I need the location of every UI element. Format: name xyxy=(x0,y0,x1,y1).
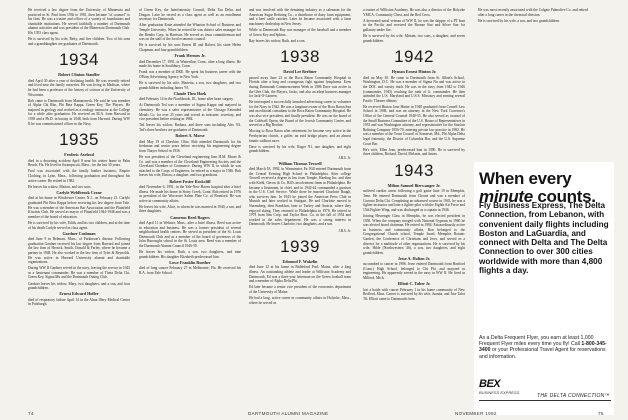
obituary-paragraph: Bob came to Dartmouth from Mamaroneck. He said he was member of Alpha Chi Rho, Phi Beta Kappa, Green Key, The Players. He majored in geology and worked as a zoology instructor at the College for a while after graduation. He received an M.A. from Harvard in 1939 and a Ph.D. in botany in 1948, both from Harvard. During WW II he was commissioned officer in the Navy. xyxy=(28,98,130,126)
obituary-paragraph: He received a law degree from the University of Minnesota and practiced in St. Paul from 1936 to 1981, then became "of counsel" to his firm. He was a trustee and officer of a variety of foundations and charitable institutions. He served faithfully a number of Dartmouth alumni activities and was president of the Minnesota Dartmouth Club. His 1953 class agent. xyxy=(28,8,130,35)
obituary-name: Ernest Edward Hoffer xyxy=(59,291,99,297)
obituary-paragraph: He is survived by his wife, Miriam, two sons, a daughter, and seven grandchildren. xyxy=(363,34,465,43)
obituary-name: Elliott C. Tuber Jr. xyxy=(397,281,431,287)
ad-headline-part: When every xyxy=(479,169,572,188)
obituary-paragraph: He is survived by his wife, Edith, and his two children, and at the time of his death Carlyle served as class agent. xyxy=(28,220,130,230)
obituary-paragraph: He leaves his widow, Ruth, a son, two daughters, and nine grandchildren. His daughter Elizabeth predeceased him. xyxy=(139,250,241,259)
obituary-column-4 xyxy=(363,8,465,303)
obituary-paragraph: He leaves his wife, Alice, to whom he was married in 1940, a son, and three daughters. xyxy=(139,204,241,214)
class-year-heading: 1943 xyxy=(394,161,434,181)
obituary-name: Cameron Reed Rogers xyxy=(170,214,210,220)
obituary-paragraph: lost a battle with cancer February 1 in his home community of New Bedford, Mass. Cancer is survived by his wife, Juanita, and Jose Talor '36. Elliott came to Dartmouth from xyxy=(363,287,465,301)
obituary-paragraph: died May 19 of Cheshire, Ohio. Bob attended Dartmouth for his freshman and senior years before receiving his engineering degree from Thayer School in 1936. xyxy=(139,139,241,153)
obituary-paragraph: Fred was associated with the family leather business, Empire Clothing, in Lynn, Mass., following graduation and throughout his active career. He retired in 1982. xyxy=(28,169,130,183)
obituary-name: Robert Clinton Stauffer xyxy=(58,72,100,78)
magazine-title-footer: DARTMOUTH ALUMNI MAGAZINE xyxy=(248,411,329,416)
obituary-paragraph: died February 14 in the Northbrook, Ill., home after heart surgery. xyxy=(139,97,234,102)
obituary-name: Gardner Cushman xyxy=(62,230,96,236)
obituary-paragraph: He received Hinton Jone Hinter in 1948 graduated from Cornell Law School in 1948, and was an attorney in the New York Governor's Office of the General Counsel 1948-55. He also served as counsel of the Small Business Committee of the U.S. House of Representatives in 1953 and was Washington attorney, and representative for the Sinclair Refining Company 1956-70, entering private law practice in 1982. He was a member of the Town Council of Somerset, Md., Phi Alpha Delta legal fraternity, the District of Columbia Bar, and the U.S. Supreme Court Bar. xyxy=(363,104,466,146)
bex-logo-block xyxy=(479,378,611,412)
obituary-name: David Lee Berliner xyxy=(283,69,317,75)
ad-headline-italic: minute xyxy=(479,187,533,206)
obituary-paragraph: He is survived by his wife, a son, and two grandchildren. xyxy=(478,18,560,23)
obituary-paragraph: died on May 30. He came to Dartmouth from St. Alban's School, Washington, D.C. He was a member of Sigma Nu and was active in the DOC and varsity track. He was in the navy from 1942 to 1946 (commander, 1945) reaching the rank of lt. commander. He then attended the U.S. Maryland and U.S.S. Missoury and earning several Pacific Theater ribbons. xyxy=(363,75,465,103)
class-year-heading: 1938 xyxy=(280,47,320,67)
obituary-paragraph: died of lung cancer February 27 in Melbourne, Fla. He received his B.A. from Yale School. xyxy=(139,266,241,275)
delta-connection-advertisement xyxy=(474,162,614,415)
obituary-paragraph: Joining Hessenger Class in Memphis, he was elected president in 1950. When the company merged with National Gypsum in 1960 he was elected board chairman. He retired in 1984. Extraordinarily active in business and community affairs, Bon belonged to the Congregational Church school, Temple Israel, Memphis Botanic Garden, the Conference of Christians and Jews, and served as a director for a multitude of other organizations. He is survived by his wife, Hilde (Northwestern '46), a son, two daughters, and eight grandchildren. xyxy=(363,213,465,255)
obituary-paragraph: died April 30 after a year of declining health. He was recently retired and lived near the family nurseries. He was living in Madison, where he had been a professor of the history of science at the University of Wisconsin. xyxy=(28,78,130,97)
obituary-paragraph: While at Dartmouth Ray was manager of the baseball and a member of Green Key and Sphinx. xyxy=(249,27,351,37)
obituary-signature: J.B.S. Jr. xyxy=(338,155,351,160)
class-year-heading: 1934 xyxy=(59,50,99,70)
obituary-paragraph: and was involved with the demining industry as a salesman for the American Sugar Refining Co., a distributor of dairy farm equipment, and a beef cattle rancher. Later he became associated with a farm machinery dealership in New Jersey. xyxy=(249,8,351,26)
obituary-paragraph: Ray leaves his widow, Ruth, and a son. xyxy=(249,38,306,43)
obituary-paragraph: He is survived by his wife, Marietta, a son, two daughters, and two grandchildren including James '91. xyxy=(139,81,241,90)
obituary-paragraph: Gardner leaves his widow, Mary, two daughters, and a son, and four grandchildren. xyxy=(28,281,130,291)
obituary-paragraph: He was most recently associated with the Colgate Palmolive Co. and retired after a long career in the chemical division. xyxy=(478,8,588,17)
obituary-paragraph: suffered cardiac arrest following a golf game June 19 in Memphis, Tenn. He entered Dartmouth from Choate and was a member of Coronia Delta Chi. Completing an advanced course in 1943, he was a fighter instructor and later a fighter pilot with the Eighth Air Force and 15th Fighter Wing, and was discharged as a captain in 1946. xyxy=(363,189,465,212)
obituary-name: Frank Hermes Jr. xyxy=(174,53,206,59)
obituary-paragraph: He interrupted a successfully launched advertising career to volunteer for the Navy in 1942. He was a longtime owner of the Boca Raton Sun and an editorial consultant to the Boca Raton Community Hospital. He was also vice president, and finally president. He was on the board of the Caldwell Opera, the Board of the Jewish Community Center, and served as a Big Brother. xyxy=(249,100,351,128)
obituary-paragraph: passed away June 23 at the Boca Raton Community Hospital in Florida after a long and courageous fight against lymphoma. Even during Dartmouth Commencement Week in 1986 Dave was active in the Glee Club, the Players, Jacko, and also an adept business manager for Jack-O-Lantern. xyxy=(249,75,351,99)
obituary-name: Robert Foster Rockcliff xyxy=(169,178,211,184)
obituary-paragraph: died November 6, 1991, in the Yale-New Haven hospital after a brief illness. He made his home in Stony Creek, Conn. Bob retired in 1976 as president of the Worcester Salem Plate Co. of Branford. He was active in community affairs. xyxy=(139,184,241,203)
obituary-paragraph: At Dartmouth Ted was a member of Sigma Kappa and majored in chemistry. He was a sales representative of the Chicago Extended Metals Co. for over 25 years and served as treasurer, secretary, and vice president before retiring in 1984. xyxy=(139,103,241,122)
delta-connection-tagline: THE DELTA CONNECTION™ xyxy=(537,393,610,399)
obituary-paragraph: died at his home in Winchester Center, N.J., on February 21. Carlyle graduated Phi Beta Kappa before receiving his law degree from Yale. He was a member of the American Bar Association and the Plainfield Kiwanis Club. He served as mayor of Plainfield 1944-1948 and was a member of the board of education. xyxy=(28,196,130,219)
obituary-name: Robert A. Morse xyxy=(175,133,205,139)
obituary-name: Claude Theo Hoek xyxy=(173,90,207,96)
page-number-left: 74 xyxy=(28,411,34,416)
ad-phone-number: 1-800-345-3400 xyxy=(479,341,607,354)
obituary-paragraph: died April 11 in Webster, Mass., after a brief illness. Reed was active in education and business. He was a former president of several neighborhood health centers. He served as president of the St. Louis Dartmouth Club and as a member of the board of governors of the John Burroughs school in the St. Louis area. Reed was a member of the Dartmouth Alumni Council 1946-50. xyxy=(139,221,241,249)
ad-headline-part: counts. xyxy=(532,187,596,206)
obituary-name: Carlyle Weldbrook Crane xyxy=(56,190,102,195)
obituary-column-3 xyxy=(249,8,351,307)
obituary-paragraph: of Green Key, the Interfraternity Council, Delta Tau Delta, and Dragon. Later he served as a class agent as well as an enrollment secretary for Dartmouth. xyxy=(139,8,241,22)
ad-body-text: Fly Business Express, The Delta Connection, from Lebanon, with convenient daily flights including Boston and LaGuardia, and connect with Delta and The Delta Connection to over 300 cities worldwide with more than 4,800 flights a day. xyxy=(479,201,609,276)
class-year-heading: 1939 xyxy=(280,237,320,257)
obituary-paragraph: Dave is survived by his wife, Roger '81, one daughter, and eight grandchildren. xyxy=(249,144,351,154)
obituary-name: Hyman Ernest Hinton Jr. xyxy=(391,69,437,75)
ad-fine-print-part: As a Delta Frequent Flyer, you earn at least 1,000 Frequent Flyer miles every time you fly! Call xyxy=(479,335,594,348)
obituary-column-5 xyxy=(478,8,588,25)
obituary-paragraph: He leaves his widow, Marion, and two sons. xyxy=(28,184,92,189)
obituary-paragraph: a trustee of Williston Academy. He was also a director of the Holyoke YMCA, Community Chest, and the Red Cross. xyxy=(363,8,465,17)
issue-date-footer: NOVEMBER 1992 xyxy=(455,411,497,416)
obituary-name: Frederic Axelrod xyxy=(64,152,94,158)
obituary-paragraph: He was president of the Cleveland engineering firm H.M. Morse & Co. and was a member of the Cleveland Engineering Society and the Cleveland Chamber of Commerce. During WW II, in which he was attached to the Corps of Engineers, he retired as a major in 1946. Bob leaves his wife, Elnora, a daughter, and two grandsons. xyxy=(139,154,241,178)
obituary-name: Edmund F. Wakelin xyxy=(282,259,318,265)
obituary-paragraph: He had a long, active career in community affairs in Holyoke, Mass., where he served as xyxy=(249,296,351,305)
obituary-name: Lowe Franklin Ruether xyxy=(169,259,211,265)
obituary-signature: J.B.S. Jr. xyxy=(338,228,351,233)
obituary-paragraph: died March 18, 1992, in Warminster, Pa. Bill entered Dartmouth from the Central Evening High School in Philadelphia. After college Trowell received a degree in law from Temple, Harding Inc. and then with Kiehl, Gerow & Co. Bill's involvement firms in Philadelphia. He became a lieutenant, in chief, and in 1942-44 commanded a garrison in the U.S. Civil Service. While there he married Charlotte Baugh, who survives him. In 1943 he joined the American Press Club in Munich and later worked in Stuttgart. He and Charlotte moved to Nuremberg, then Frankfurt, later to Turkey and Austria, where they enjoyed skiing. They returned to Philadelphia in 1976. He retired in 1979 from Sim Corp. and Taylor Bros. Co. in the fall of 1954 and worked in the sales department. He was a strong interest in Dartmouth. He leaves Charlotte, two daughters, and a son. xyxy=(249,167,351,227)
obituary-paragraph: died in a drowning accident April 8 near his winter home in Palm Beach, Fla. He lived in Swampscott, Mass., for the last 30 years. xyxy=(28,158,130,168)
ad-fine-print-part: or your Professional Travel Agent for reservations and information. xyxy=(479,347,606,360)
obituary-column-2 xyxy=(139,8,241,277)
page-number-right: 75 xyxy=(598,411,604,416)
obituary-paragraph: He's wife, Ellen Jean, predeceased him in 1990. He is survived by three children, Richard, David, Melanie, and James. xyxy=(363,147,465,157)
ad-fine-print xyxy=(479,335,611,360)
class-year-heading: 1935 xyxy=(59,130,99,150)
class-year-heading: 1942 xyxy=(394,47,434,67)
obituary-paragraph: died of respiratory failure April 14 in the Alma Illery Medical Center in Pittsburgh. xyxy=(28,297,130,307)
obituary-paragraph: Ted leaves his widow, Barbara, and three sons including Alec '63. Ted's three brothers are graduates of Dartmouth. xyxy=(139,123,241,132)
obituary-paragraph: A decorated naval veteran of WW II, he was the skipper of a PT boat in the Pacific and received the Bronze Star and Silver Star for gallantry under fire. xyxy=(363,18,465,32)
obituary-name: William Thomas Trowell xyxy=(278,160,322,166)
obituary-paragraph: He is survived by his wife, Betty, and five children. Two of his sons and a granddaughter are graduates of Dartmouth. xyxy=(28,37,130,46)
obituary-paragraph: After graduation Ernie attended the Wharton School of Business and Temple University. When he retired he was district sales manager for the Bendix Corp. in Harrison. He served as town committeeman and was on the staff of the local economic council. xyxy=(139,23,241,42)
obituary-paragraph: He is survived by his sons Ernest III and Robert, his sister Helen Chapman, and four grandchildren. xyxy=(139,43,241,52)
obituary-paragraph: Ed later became a senior vice president of the economics department of the University of Maine. xyxy=(249,285,351,295)
logo-divider xyxy=(479,400,611,401)
obituary-name: Milton Samuel Ilierwanger Jr. xyxy=(387,183,441,189)
obituary-paragraph: died June 9 in Belmont, Mass., of Parkinson's disease. Following graduation Gardner received his law degree from Harvard and joined the law firm of Herrick, Smith, Donald & Farley, where he became a partner in 1948. He also worked in the law firm of Tyler & Reynolds. He was active in Harvard University alumni and charitable organizations. xyxy=(28,237,130,265)
obituary-paragraph: Frank was a member of DKE. He spent his business career with the O'Bray Advertising Agency in New York. xyxy=(139,70,241,79)
bex-logo-subtitle: BUSINESS EXPRESS xyxy=(479,390,520,395)
obituary-column-1 xyxy=(28,8,130,309)
obituary-paragraph: During WW II Gardner served in the navy, leaving the service in 1945 as a lieutenant commander. He was a member of Theta Delta Chi, Green Key, Sigma Mu and the Dartmouth Outing Club. xyxy=(28,266,130,280)
bex-logo: BEX xyxy=(479,378,501,390)
obituary-paragraph: died June 12 at his home in Biddeford Pool, Maine, after a long illness. An outstanding athlete and leader at Williston Academy and Dartmouth, Ed was a three-year letterman on the Green football team and a member of Alpha Delta Phi. xyxy=(249,265,351,284)
obituary-name: Jesse A. Holton Jr. xyxy=(397,255,431,261)
obituary-paragraph: succumbed to cancer in 1986. Jesse entered Dartmouth from Hartford (Conn.) High School, belonged to Chi Phi, and majored in engineering. He apparently served in the navy in WW II. He lived in Milford, Mich. xyxy=(363,262,465,281)
obituary-paragraph: died December 17, 1991, in Winterthur, Conn., after a long illness. He made his home in Southbury, Conn. xyxy=(139,59,241,69)
obituary-paragraph: Moving to Boca Raton after retirement, he became very active in the Presbyterian church, a golfer, an avid bridge player, and an almost fanatic sailboat racer. xyxy=(249,129,351,143)
